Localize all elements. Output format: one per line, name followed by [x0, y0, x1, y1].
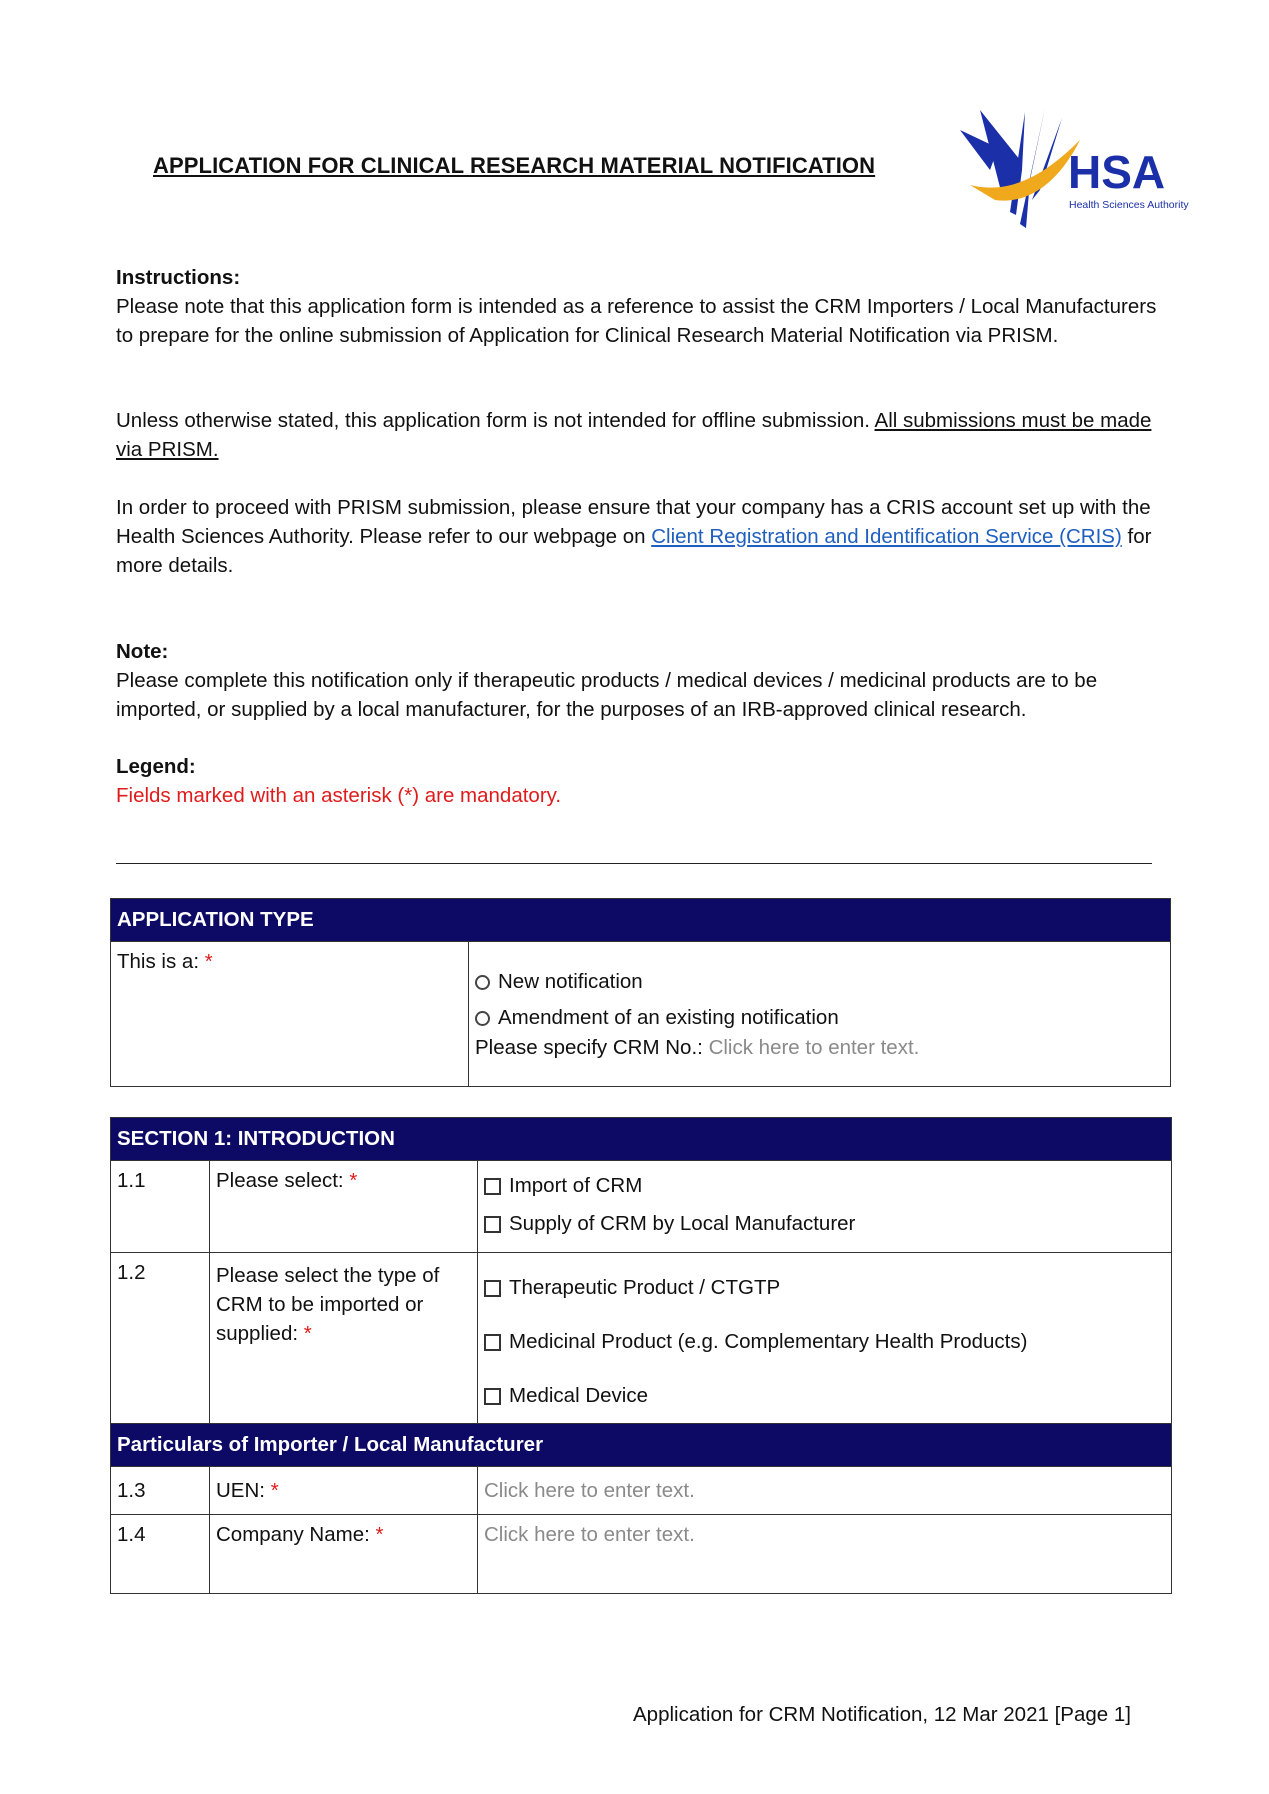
checkbox-import-crm[interactable] [484, 1167, 1165, 1205]
application-type-label-cell [111, 942, 469, 1087]
checkbox-label: Medical Device [509, 1384, 648, 1407]
section-1-header: SECTION 1: INTRODUCTION [111, 1118, 1172, 1161]
instructions-p2-text: Unless otherwise stated, this application form is not intended for offline submission. [116, 409, 875, 432]
checkbox-label: Medicinal Product (e.g. Complementary Health Products) [509, 1330, 1028, 1353]
checkbox-medical-device[interactable] [484, 1369, 1165, 1423]
required-asterisk: * [270, 1478, 279, 1502]
company-name-input[interactable]: Click here to enter text. [478, 1515, 1172, 1594]
radio-amendment[interactable] [475, 1000, 1164, 1036]
application-type-header: APPLICATION TYPE [111, 899, 1171, 942]
required-asterisk: * [349, 1169, 358, 1192]
radio-new-notification[interactable] [475, 964, 1164, 1000]
row-options-cell [478, 1253, 1172, 1424]
checkbox-icon[interactable] [484, 1280, 501, 1297]
row-number: 1.4 [111, 1515, 210, 1594]
particulars-subheader: Particulars of Importer / Local Manufacturer [111, 1424, 1172, 1467]
crm-number-label: Please specify CRM No.: [475, 1036, 709, 1059]
row-label-cell [210, 1515, 478, 1594]
row-label: UEN: [216, 1478, 271, 1502]
divider [116, 863, 1152, 864]
checkbox-label: Supply of CRM by Local Manufacturer [509, 1212, 856, 1235]
row-number: 1.3 [111, 1467, 210, 1515]
crm-number-field [475, 1036, 1164, 1060]
application-type-label: This is a: [117, 950, 205, 973]
crm-number-input[interactable]: Click here to enter text. [708, 1036, 920, 1059]
page-footer: Application for CRM Notification, 12 Mar 2021 [Page 1] [633, 1703, 1131, 1726]
radio-icon[interactable] [475, 975, 490, 990]
note-heading: Note: [116, 640, 169, 663]
row-label-cell [210, 1253, 478, 1424]
legend-heading: Legend: [116, 755, 196, 778]
required-asterisk: * [204, 950, 213, 973]
radio-label: Amendment of an existing notification [498, 1006, 839, 1029]
legend-text: Fields marked with an asterisk (*) are mandatory. [116, 784, 562, 807]
checkbox-icon[interactable] [484, 1334, 501, 1351]
uen-input[interactable]: Click here to enter text. [478, 1467, 1172, 1515]
note-text: Please complete this notification only if therapeutic products / medical devices / medicinal products are to be imported, or supplied by a local manufacturer, for the purposes of an IRB-approved clinical research. [116, 669, 1098, 721]
radio-label: New notification [498, 970, 643, 993]
row-label-cell [210, 1467, 478, 1515]
instructions-heading: Instructions: [116, 266, 241, 289]
checkbox-label: Import of CRM [509, 1174, 643, 1197]
checkbox-therapeutic-product[interactable] [484, 1261, 1165, 1315]
required-asterisk: * [375, 1523, 384, 1546]
instructions-paragraph-3 [116, 493, 1176, 580]
instructions-block [116, 263, 1176, 350]
instructions-p3-tail: for more details. [116, 525, 1152, 577]
checkbox-icon[interactable] [484, 1216, 501, 1233]
required-asterisk: * [303, 1322, 312, 1345]
legend-block [116, 752, 1176, 810]
row-label: Please select: [216, 1169, 350, 1192]
instructions-paragraph-1: Please note that this application form is intended as a reference to assist the CRM Importers / Local Manufacturers to prepare for the online submission of Application for Clinical Research Material Notification via PRISM. [116, 295, 1157, 347]
section-1-table [110, 1117, 1172, 1594]
cris-link[interactable]: Client Registration and Identification Service (CRIS) [651, 525, 1122, 548]
checkbox-icon[interactable] [484, 1178, 501, 1195]
row-number: 1.1 [111, 1161, 210, 1253]
svg-text:HSA: HSA [1068, 146, 1166, 198]
row-label: Company Name: [216, 1523, 376, 1546]
hsa-logo-mark-icon [950, 100, 1190, 235]
instructions-paragraph-2 [116, 406, 1176, 464]
instructions-p3-text: In order to proceed with PRISM submission, please ensure that your company has a CRIS account set up with the Health Sciences Authority. Please refer to our webpage on [116, 496, 1151, 548]
checkbox-icon[interactable] [484, 1388, 501, 1405]
application-type-table [110, 898, 1171, 1087]
instructions-p2-underlined: All submissions must be made via PRISM. [116, 409, 1152, 461]
page-title: APPLICATION FOR CLINICAL RESEARCH MATERIAL NOTIFICATION [153, 153, 876, 178]
hsa-logo [950, 100, 1190, 235]
svg-text:Health Sciences Authority: Health Sciences Authority [1069, 199, 1189, 211]
checkbox-medicinal-product[interactable] [484, 1315, 1165, 1369]
row-number: 1.2 [111, 1253, 210, 1424]
row-options-cell [478, 1161, 1172, 1253]
row-label: Please select the type of CRM to be imported or supplied: [216, 1264, 440, 1345]
application-type-options-cell [469, 942, 1171, 1087]
radio-icon[interactable] [475, 1011, 490, 1026]
checkbox-label: Therapeutic Product / CTGTP [509, 1276, 781, 1299]
row-label-cell [210, 1161, 478, 1253]
checkbox-supply-crm[interactable] [484, 1205, 1165, 1243]
note-block [116, 637, 1176, 724]
